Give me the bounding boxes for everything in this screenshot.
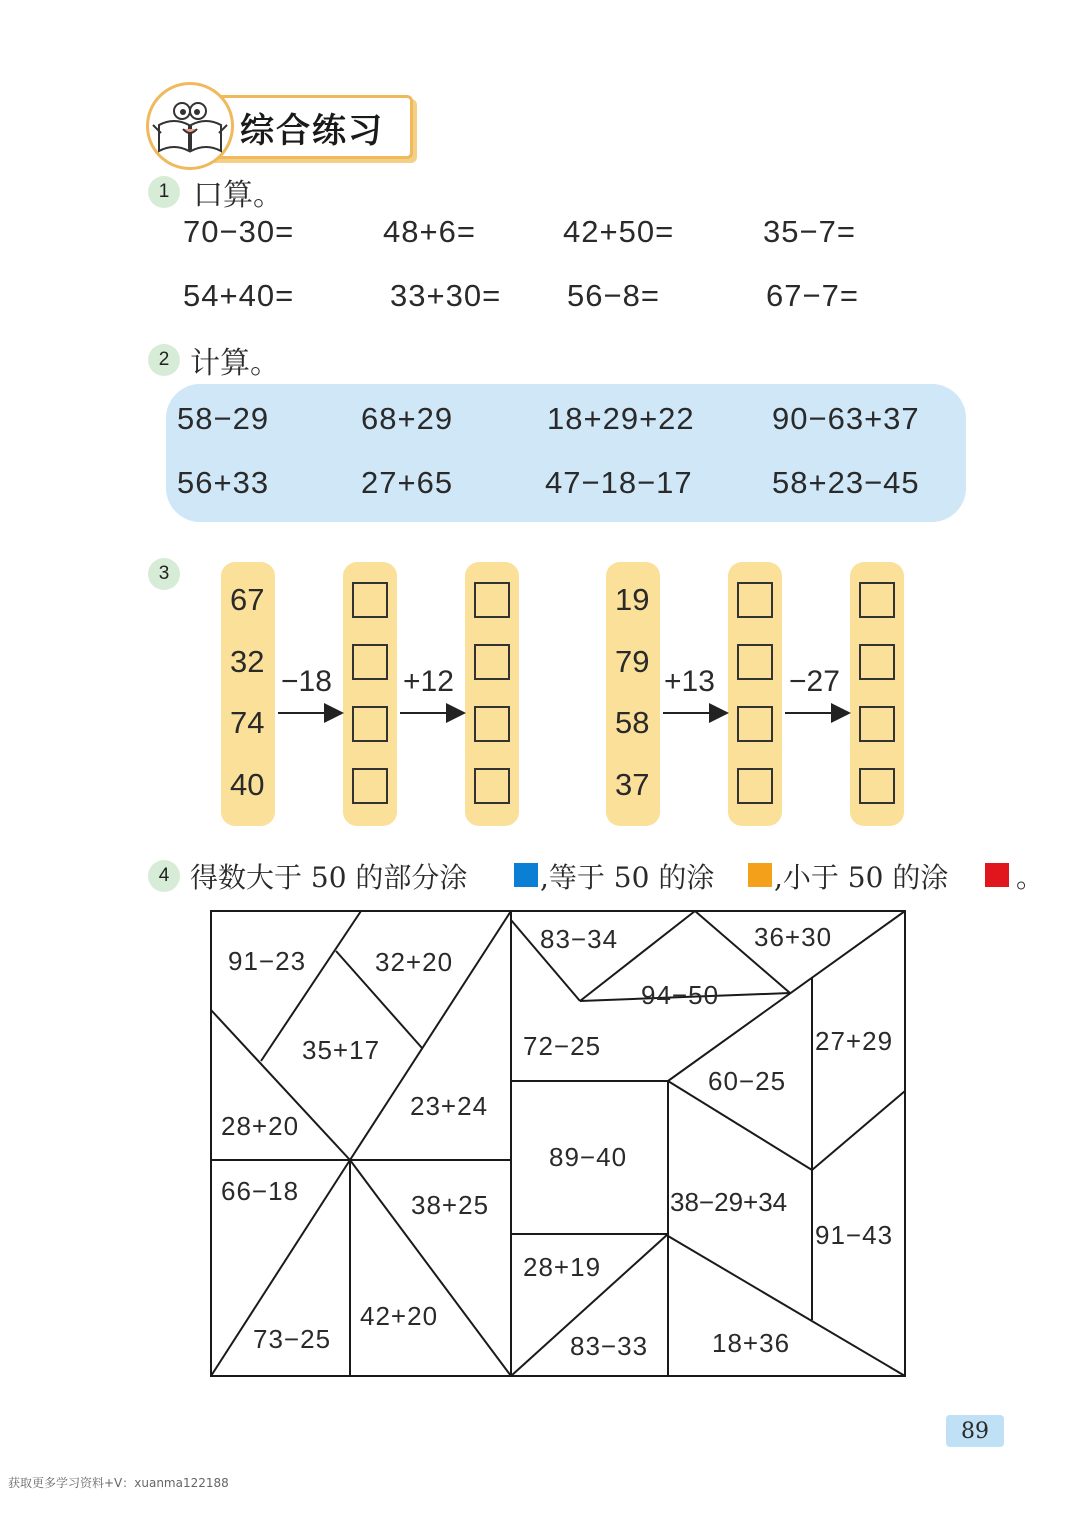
footer-watermark: 获取更多学习资料+V：xuanma122188 <box>8 1476 229 1490</box>
section-title: 口算。 <box>193 178 283 213</box>
puzzle-cell-label: 23+24 <box>410 1091 489 1121</box>
oral-expr: 33+30= <box>390 278 502 313</box>
section-number: 4 <box>148 860 180 892</box>
puzzle-cell-label: 66−18 <box>221 1176 300 1206</box>
calc-expr: 58+23−45 <box>772 465 920 500</box>
puzzle-cell-label: 35+17 <box>302 1035 381 1065</box>
instruction-part: 得数大于 50 的部分涂 <box>190 861 468 894</box>
input-value: 79 <box>615 644 650 679</box>
calc-expr: 18+29+22 <box>547 401 695 436</box>
puzzle-cell-label: 32+20 <box>375 947 454 977</box>
input-value: 58 <box>615 705 650 740</box>
input-value: 37 <box>615 767 650 802</box>
oral-expr: 35−7= <box>763 214 856 249</box>
oral-expr: 67−7= <box>766 278 859 313</box>
instruction-part: 。 <box>1016 861 1045 894</box>
page-title: 综合练习 <box>240 111 384 151</box>
section-number: 2 <box>148 344 180 376</box>
puzzle-cell-label: 28+20 <box>221 1111 300 1141</box>
calc-expr: 90−63+37 <box>772 401 920 436</box>
input-value: 19 <box>615 582 650 617</box>
oral-expr: 56−8= <box>567 278 660 313</box>
input-value: 74 <box>230 705 265 740</box>
puzzle-cell-label: 72−25 <box>523 1031 602 1061</box>
puzzle-cell-label: 18+36 <box>712 1328 791 1358</box>
instruction-part: ,等于 50 的涂 <box>540 861 715 894</box>
operation-label: −18 <box>281 665 332 698</box>
oral-expr: 54+40= <box>183 278 295 313</box>
calc-expr: 58−29 <box>177 401 270 436</box>
puzzle-cell-label: 27+29 <box>815 1026 894 1056</box>
puzzle-cell-label: 94−50 <box>641 980 720 1010</box>
instruction-part: ,小于 50 的涂 <box>774 861 949 894</box>
puzzle-cell-label: 28+19 <box>523 1252 602 1282</box>
puzzle-cell-label: 83−33 <box>570 1331 649 1361</box>
input-value: 67 <box>230 582 265 617</box>
operation-label: −27 <box>789 665 840 698</box>
oral-expr: 48+6= <box>383 214 476 249</box>
puzzle-cell-label: 36+30 <box>754 922 833 952</box>
oral-expr: 42+50= <box>563 214 675 249</box>
calc-expr: 47−18−17 <box>545 465 693 500</box>
puzzle-cell-label: 91−43 <box>815 1220 894 1250</box>
puzzle-cell-label: 38+25 <box>411 1190 490 1220</box>
page-number: 89 <box>946 1415 1004 1447</box>
section-number: 1 <box>148 176 180 208</box>
input-value: 40 <box>230 767 265 802</box>
section-number: 3 <box>148 558 180 590</box>
calc-expr: 68+29 <box>361 401 454 436</box>
calc-expr: 27+65 <box>361 465 454 500</box>
puzzle-cell-label: 91−23 <box>228 946 307 976</box>
section-title: 计算。 <box>190 346 280 381</box>
puzzle-cell-label: 89−40 <box>549 1142 628 1172</box>
operation-label: +13 <box>664 665 715 698</box>
operation-label: +12 <box>403 665 454 698</box>
puzzle-cell-label: 73−25 <box>253 1324 332 1354</box>
input-value: 32 <box>230 644 265 679</box>
calc-expr: 56+33 <box>177 465 270 500</box>
puzzle-cell-label: 83−34 <box>540 924 619 954</box>
puzzle-cell-label: 38−29+34 <box>670 1187 788 1217</box>
oral-expr: 70−30= <box>183 214 295 249</box>
puzzle-cell-label: 60−25 <box>708 1066 787 1096</box>
puzzle-cell-label: 42+20 <box>360 1301 439 1331</box>
